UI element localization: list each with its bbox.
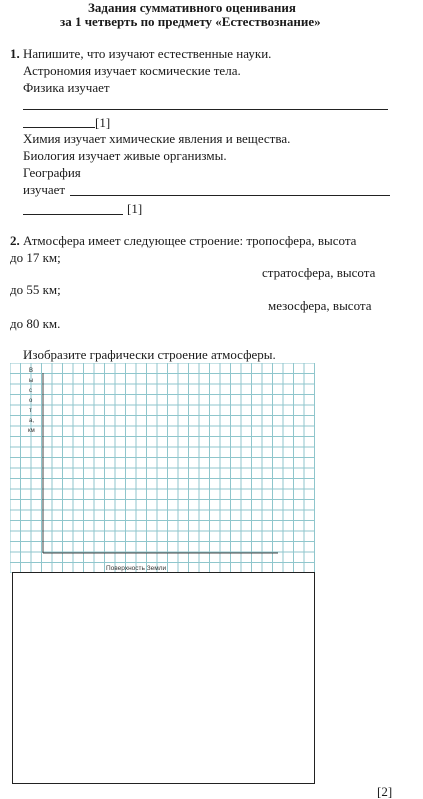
astronomy-statement: Астрономия изучает космические тела. <box>23 63 241 78</box>
task2-text3: стратосфера, высота <box>262 265 376 280</box>
task2-text2: до 17 км; <box>10 250 61 265</box>
physics-statement: Физика изучает <box>23 80 110 95</box>
geography-mark: [1] <box>127 201 143 216</box>
physics-answer-line-2[interactable] <box>23 127 95 128</box>
drawing-answer-box[interactable] <box>12 572 315 784</box>
geography-answer-line-2[interactable] <box>23 214 123 215</box>
task2-instruction: Изобразите графически строение атмосферы. <box>23 347 276 362</box>
task2-text-line1 <box>10 233 356 248</box>
header-title-line1: Задания суммативного оценивания <box>88 0 296 15</box>
geography-answer-line-1[interactable] <box>70 195 390 196</box>
axis-char: км <box>28 428 35 434</box>
task2-text1: Атмосфера имеет следующее строение: тропосфера, высота <box>23 233 357 248</box>
axis-char: а, <box>29 418 35 424</box>
task1-number: 1. <box>10 46 20 61</box>
geography-label: География <box>23 165 81 180</box>
graph-paper-grid[interactable] <box>10 363 315 573</box>
axis-char: с <box>29 388 32 394</box>
task2-mark: [2] <box>377 784 393 799</box>
biology-statement: Биология изучает живые организмы. <box>23 148 227 163</box>
earth-surface-label: Поверхность Земли <box>106 565 167 572</box>
axis-char: т <box>29 408 32 414</box>
physics-answer-line-1[interactable] <box>23 109 388 110</box>
task1-prompt-text: Напишите, что изучают естественные науки. <box>23 46 272 61</box>
task2-text6: до 80 км. <box>10 316 61 331</box>
chemistry-statement: Химия изучает химические явления и вещества. <box>23 131 291 146</box>
task1-prompt <box>10 46 271 61</box>
task2-text4: до 55 км; <box>10 282 61 297</box>
task2-text5: мезосфера, высота <box>268 298 372 313</box>
axis-char: о <box>29 398 33 404</box>
physics-mark: [1] <box>95 115 111 130</box>
axis-char: ы <box>29 378 34 384</box>
task2-number: 2. <box>10 233 20 248</box>
geography-studies-label: изучает <box>23 182 66 197</box>
header-title-line2: за 1 четверть по предмету «Естествознание» <box>60 14 321 29</box>
axis-char: В <box>29 368 34 374</box>
